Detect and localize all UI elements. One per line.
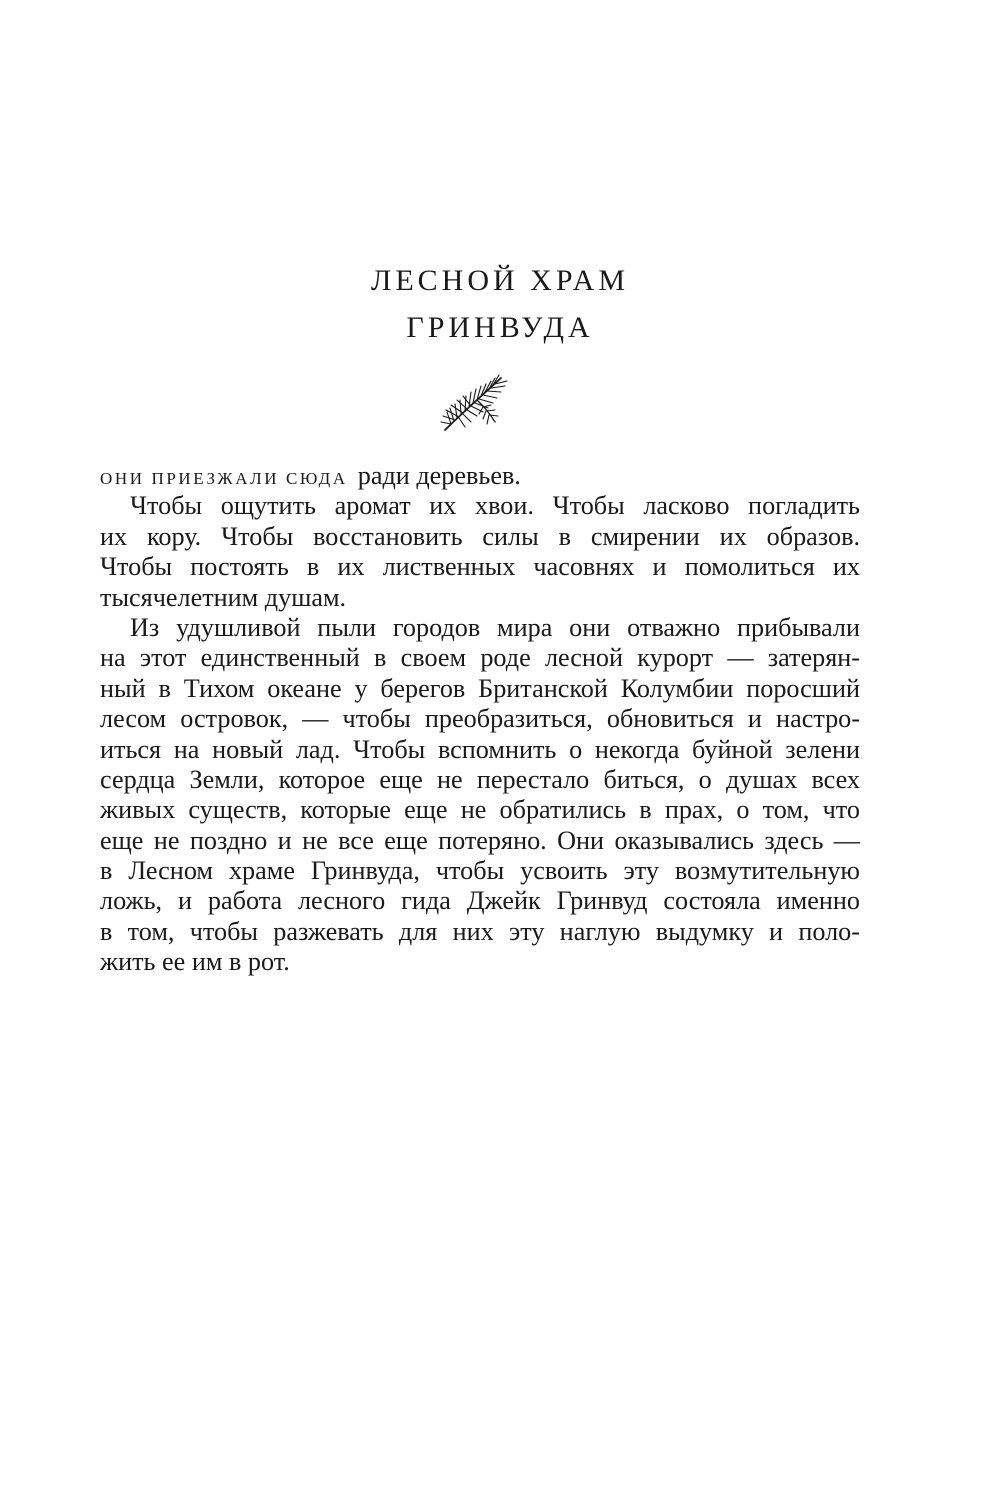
text-line: иться на новый лад. Чтобы вспомнить о некогда буйной зелени [100, 734, 860, 764]
chapter-title-line-1: ЛЕСНОЙ ХРАМ [370, 264, 630, 297]
text-line: ный в Тихом океане у берегов Британской Колумбии поросший [100, 673, 860, 703]
text-line: Чтобы постоять в их лиственных часовнях и помолиться их [100, 552, 860, 582]
text-line: их кору. Чтобы восстановить силы в смирении их образов. [100, 521, 860, 551]
pine-branch-icon [437, 372, 509, 434]
text-line: жить ее им в рот. [100, 947, 290, 977]
text-line: сердца Земли, которое еще не перестало биться, о душах всех [100, 764, 860, 794]
text-line: живых существ, которые еще не обратились в прах, о том, что [100, 795, 860, 825]
text-line: в Лесном храме Гринвуда, чтобы усвоить эту возмутительную [100, 856, 860, 886]
text-line: лесом островок, — чтобы преобразиться, обновиться и настро- [100, 704, 860, 734]
opening-smallcaps: ОНИ ПРИЕЗЖАЛИ СЮДА [100, 469, 348, 488]
opening-rest: ради деревьев. [357, 461, 521, 490]
text-line: ложь, и работа лесного гида Джейк Гринвуд состояла именно [100, 886, 860, 916]
text-line: в том, чтобы разжевать для них эту наглую выдумку и поло- [100, 916, 860, 946]
chapter-title-line-2: ГРИНВУДА [406, 311, 594, 344]
text-line: на этот единственный в своем роде лесной курорт — затерян- [100, 643, 860, 673]
text-line: тысячелетним душам. [100, 582, 347, 612]
text-line: Из удушливой пыли городов мира они отважно прибывали [130, 612, 860, 642]
text-line: Чтобы ощутить аромат их хвои. Чтобы ласково погладить [130, 491, 860, 521]
text-line: еще не поздно и не все еще потеряно. Они оказывались здесь — [100, 825, 860, 855]
chapter-body-text [100, 461, 860, 978]
opening-line [100, 461, 860, 491]
